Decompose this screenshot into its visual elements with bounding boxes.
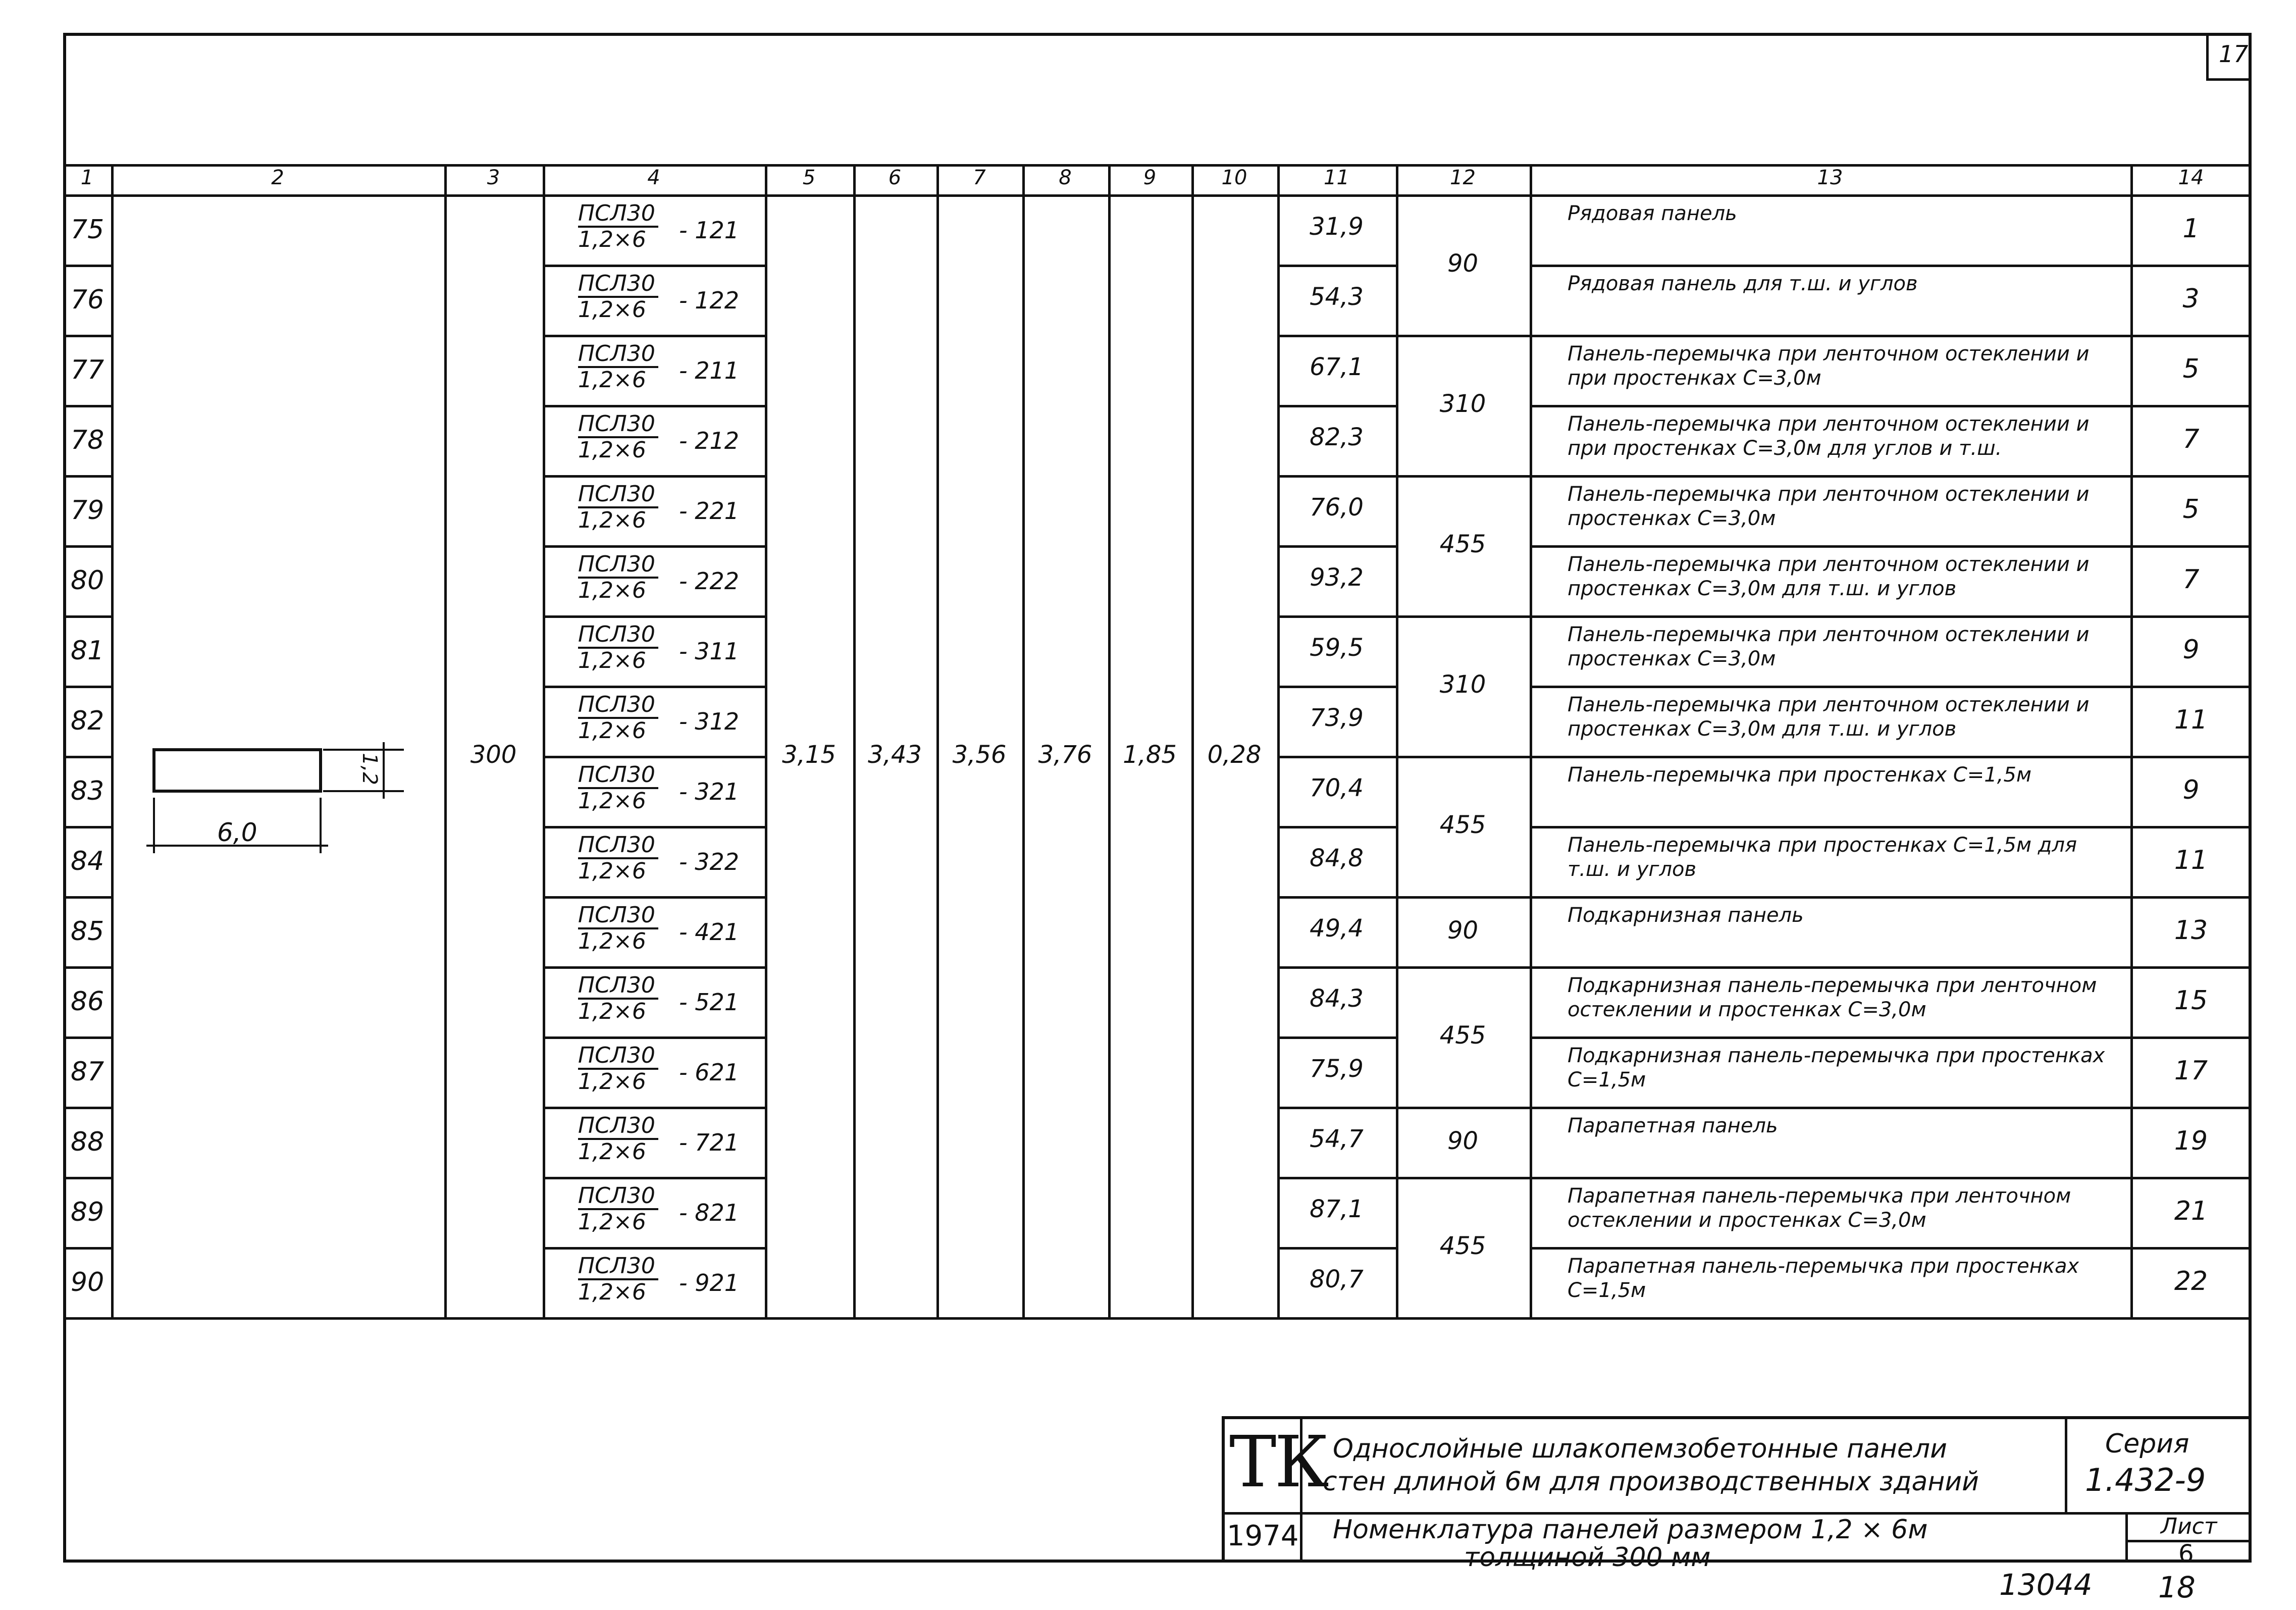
title-line-2: стен длиной 6м для производственных зданий — [1323, 1467, 1979, 1497]
panel-mass: 54,7 — [1310, 1125, 1364, 1153]
panel-mark — [578, 201, 658, 252]
row-divider — [1530, 896, 2252, 899]
column-header: 9 — [1143, 166, 1157, 189]
row-divider — [63, 1177, 111, 1179]
panel-description: Парапетная панель-перемычка при ленточном остеклении и простенках С=3,0м — [1568, 1184, 2071, 1232]
row-number: 85 — [71, 916, 105, 947]
panel-description: Подкарнизная панель-перемычка при простенках С=1,5м — [1568, 1044, 2105, 1092]
row-divider — [1530, 686, 2252, 688]
corner-sheet-number: 17 — [2219, 40, 2249, 68]
row-divider — [1277, 826, 1396, 828]
row-divider — [1277, 475, 1396, 478]
shared-value-col6: 3,43 — [868, 741, 922, 769]
row-divider — [63, 966, 111, 969]
panel-mark-numerator: ПСЛ30 — [578, 973, 658, 1000]
col12-group-divider — [1396, 896, 1530, 899]
row-number: 79 — [71, 495, 105, 526]
panel-mass: 59,5 — [1310, 634, 1364, 662]
col12-group-value: 310 — [1439, 670, 1486, 699]
panel-mark-suffix: - 222 — [679, 567, 740, 595]
row-divider — [1530, 966, 2252, 969]
panel-mark-numerator: ПСЛ30 — [578, 1254, 658, 1280]
row-divider — [1530, 1177, 2252, 1179]
row-number: 75 — [71, 215, 105, 245]
shared-value-col5: 3,15 — [782, 741, 836, 769]
row-divider — [543, 265, 765, 267]
row-divider — [63, 265, 111, 267]
sheet-reference: 17 — [2174, 1056, 2208, 1086]
row-divider — [543, 1036, 765, 1039]
panel-mark-numerator: ПСЛ30 — [578, 833, 658, 859]
panel-mark — [578, 482, 658, 533]
row-number: 88 — [71, 1127, 105, 1157]
sketch-height-label: 1,2 — [357, 753, 381, 785]
row-divider — [1277, 756, 1396, 758]
col12-group-divider — [1396, 1107, 1530, 1109]
sheet-reference: 11 — [2174, 845, 2208, 875]
panel-mass: 93,2 — [1310, 563, 1364, 592]
panel-mark-suffix: - 221 — [679, 497, 740, 525]
panel-mark-numerator: ПСЛ30 — [578, 342, 658, 368]
panel-mark-suffix: - 122 — [679, 287, 740, 314]
column-header: 2 — [271, 166, 284, 189]
row-divider — [543, 826, 765, 828]
sheet-reference: 5 — [2182, 354, 2200, 384]
panel-mark-suffix: - 322 — [679, 848, 740, 875]
panel-description: Панель-перемычка при ленточном остеклении и простенках С=3,0м — [1568, 623, 2090, 670]
row-divider — [1277, 335, 1396, 337]
panel-description: Панель-перемычка при простенках С=1,5м — [1568, 763, 2032, 787]
row-number: 89 — [71, 1197, 105, 1227]
sheet-reference: 3 — [2182, 284, 2200, 314]
col12-group-divider — [1396, 966, 1530, 969]
panel-mark-numerator: ПСЛ30 — [578, 763, 658, 789]
shared-value-col7: 3,56 — [952, 741, 1007, 769]
row-divider — [543, 335, 765, 337]
row-divider — [63, 826, 111, 828]
panel-mark-suffix: - 311 — [679, 638, 740, 665]
panel-mark — [578, 903, 658, 954]
panel-description: Парапетная панель-перемычка при простенках С=1,5м — [1568, 1255, 2079, 1302]
panel-mark — [578, 1254, 658, 1305]
panel-mark — [578, 622, 658, 673]
panel-mark-suffix: - 121 — [679, 217, 740, 244]
panel-description: Панель-перемычка при ленточном остеклении и простенках С=3,0м для т.ш. и углов — [1568, 553, 2090, 600]
panel-mass: 87,1 — [1310, 1195, 1364, 1223]
row-divider — [63, 1107, 111, 1109]
panel-mark-denominator: 1,2×6 — [578, 1069, 646, 1095]
sheet-reference: 15 — [2174, 985, 2208, 1016]
row-number: 87 — [71, 1057, 105, 1087]
row-number: 78 — [71, 425, 105, 455]
row-divider — [63, 405, 111, 407]
shared-value-col8: 3,76 — [1038, 741, 1092, 769]
row-divider — [63, 1036, 111, 1039]
panel-mark — [578, 1044, 658, 1094]
row-divider — [543, 1177, 765, 1179]
panel-description: Подкарнизная панель — [1568, 904, 1804, 927]
panel-mark-denominator: 1,2×6 — [578, 437, 646, 463]
panel-mark-suffix: - 211 — [679, 357, 740, 384]
panel-mark — [578, 693, 658, 743]
column-header: 11 — [1324, 166, 1349, 189]
panel-mass: 54,3 — [1310, 283, 1364, 311]
panel-mark-numerator: ПСЛ30 — [578, 1184, 658, 1210]
row-divider — [1530, 405, 2252, 407]
row-divider — [63, 756, 111, 758]
row-divider — [1530, 335, 2252, 337]
row-divider — [63, 335, 111, 337]
row-divider — [543, 1107, 765, 1109]
column-header: 14 — [2178, 166, 2204, 189]
sheet-reference: 9 — [2182, 775, 2200, 805]
row-divider — [1277, 966, 1396, 969]
panel-sketch — [141, 727, 424, 868]
row-divider — [1530, 756, 2252, 758]
panel-mass: 82,3 — [1310, 423, 1364, 451]
panel-mass: 75,9 — [1310, 1055, 1364, 1083]
row-divider — [1277, 545, 1396, 548]
panel-mark-denominator: 1,2×6 — [578, 648, 646, 673]
column-header: 10 — [1221, 166, 1247, 189]
row-divider — [1530, 1036, 2252, 1039]
panel-mass: 80,7 — [1310, 1265, 1364, 1293]
row-divider — [1277, 1107, 1396, 1109]
sheet-reference: 9 — [2182, 635, 2200, 665]
sheet-value: 6 — [2178, 1540, 2194, 1568]
column-header: 13 — [1817, 166, 1843, 189]
header-bottom-line — [63, 194, 2252, 197]
table-bottom-line — [63, 1317, 2252, 1320]
panel-description: Панель-перемычка при ленточном остеклении и при простенках С=3,0м для углов и т.ш. — [1568, 412, 2090, 460]
sheet-reference: 7 — [2182, 424, 2200, 454]
row-divider — [1277, 686, 1396, 688]
panel-description: Панель-перемычка при простенках С=1,5м для т.ш. и углов — [1568, 834, 2077, 881]
row-divider — [543, 545, 765, 548]
row-divider — [1530, 826, 2252, 828]
row-divider — [543, 475, 765, 478]
panel-mark-suffix: - 821 — [679, 1199, 740, 1226]
row-divider — [1530, 265, 2252, 267]
row-number: 80 — [71, 565, 105, 596]
panel-mark — [578, 1184, 658, 1234]
panel-mark — [578, 1114, 658, 1164]
col12-group-divider — [1396, 335, 1530, 337]
panel-mark-suffix: - 212 — [679, 427, 740, 454]
row-divider — [1277, 1177, 1396, 1179]
panel-mark-suffix: - 521 — [679, 989, 740, 1016]
col12-group-value: 455 — [1439, 530, 1486, 558]
col12-group-value: 90 — [1447, 916, 1479, 945]
title-block-sheet-divider — [2125, 1512, 2128, 1563]
panel-mass: 49,4 — [1310, 914, 1364, 943]
row-number: 82 — [71, 706, 105, 736]
sheet-reference: 5 — [2182, 494, 2200, 525]
row-divider — [1277, 1247, 1396, 1250]
panel-mark-denominator: 1,2×6 — [578, 928, 646, 954]
column-header: 5 — [802, 166, 816, 189]
sketch-length-label: 6,0 — [217, 818, 257, 847]
panel-mass: 84,3 — [1310, 984, 1364, 1013]
row-divider — [543, 896, 765, 899]
panel-mark-denominator: 1,2×6 — [578, 788, 646, 814]
panel-mark-denominator: 1,2×6 — [578, 858, 646, 884]
shared-value-col3: 300 — [470, 741, 517, 769]
column-header: 12 — [1450, 166, 1476, 189]
panel-mark-suffix: - 312 — [679, 708, 740, 735]
col12-group-value: 90 — [1447, 249, 1479, 278]
column-header: 7 — [973, 166, 986, 189]
shared-value-col10: 0,28 — [1207, 741, 1262, 769]
sheet-reference: 13 — [2174, 915, 2208, 946]
shared-value-col9: 1,85 — [1123, 741, 1177, 769]
row-divider — [63, 1247, 111, 1250]
panel-description: Рядовая панель для т.ш. и углов — [1568, 272, 1918, 295]
col12-group-divider — [1396, 1177, 1530, 1179]
panel-mark-numerator: ПСЛ30 — [578, 1044, 658, 1070]
row-divider — [1277, 1036, 1396, 1039]
col12-group-value: 455 — [1439, 1021, 1486, 1050]
panel-description: Подкарнизная панель-перемычка при ленточном остеклении и простенках С=3,0м — [1568, 974, 2097, 1021]
col12-group-value: 90 — [1447, 1126, 1479, 1155]
column-header: 4 — [647, 166, 660, 189]
panel-mark-suffix: - 321 — [679, 778, 740, 805]
col12-group-value: 455 — [1439, 1232, 1486, 1260]
row-divider — [63, 475, 111, 478]
panel-mark-denominator: 1,2×6 — [578, 578, 646, 603]
row-number: 76 — [71, 285, 105, 315]
panel-mark — [578, 552, 658, 603]
panel-mark-denominator: 1,2×6 — [578, 718, 646, 744]
panel-mark-numerator: ПСЛ30 — [578, 903, 658, 929]
panel-mark-denominator: 1,2×6 — [578, 1209, 646, 1235]
panel-mark-numerator: ПСЛ30 — [578, 412, 658, 438]
sheet-reference: 22 — [2174, 1266, 2208, 1296]
sheet-reference: 11 — [2174, 705, 2208, 735]
panel-mark — [578, 412, 658, 462]
title-block-year: 1974 — [1227, 1520, 1299, 1552]
panel-mark-denominator: 1,2×6 — [578, 367, 646, 393]
row-divider — [1530, 545, 2252, 548]
panel-mark-numerator: ПСЛ30 — [578, 1114, 658, 1140]
row-divider — [543, 405, 765, 407]
panel-mark-denominator: 1,2×6 — [578, 999, 646, 1024]
panel-description: Панель-перемычка при ленточном остеклении и простенках С=3,0м — [1568, 483, 2090, 530]
subtitle-line-1: Номенклатура панелей размером 1,2 × 6м — [1333, 1515, 1928, 1545]
col12-group-divider — [1396, 475, 1530, 478]
series-label: Серия — [2105, 1429, 2189, 1459]
column-header: 6 — [888, 166, 902, 189]
subtitle-line-2: толщиной 300 мм — [1464, 1542, 1711, 1573]
sheet-reference: 21 — [2174, 1196, 2208, 1226]
panel-mark-denominator: 1,2×6 — [578, 227, 646, 252]
column-header: 1 — [80, 166, 94, 189]
panel-mark-suffix: - 621 — [679, 1059, 740, 1086]
title-block-logo: ТК — [1229, 1421, 1327, 1503]
col12-group-value: 310 — [1439, 390, 1486, 418]
panel-mark-numerator: ПСЛ30 — [578, 552, 658, 579]
panel-description: Парапетная панель — [1568, 1114, 1778, 1137]
title-block-series-divider — [2065, 1416, 2067, 1512]
panel-mark-denominator: 1,2×6 — [578, 1279, 646, 1305]
row-divider — [543, 686, 765, 688]
page-number: 18 — [2158, 1570, 2196, 1604]
sheet-label: Лист — [2161, 1514, 2217, 1539]
row-divider — [63, 896, 111, 899]
column-header: 8 — [1059, 166, 1072, 189]
row-divider — [1530, 1107, 2252, 1109]
panel-mass: 31,9 — [1310, 213, 1364, 241]
col12-group-divider — [1396, 615, 1530, 618]
panel-description: Панель-перемычка при ленточном остеклении и при простенках С=3,0м — [1568, 342, 2090, 390]
row-divider — [543, 1247, 765, 1250]
row-divider — [1530, 615, 2252, 618]
panel-mark-suffix: - 721 — [679, 1129, 740, 1156]
panel-mass: 73,9 — [1310, 704, 1364, 732]
title-line-1: Однослойные шлакопемзобетонные панели — [1333, 1434, 1947, 1464]
row-divider — [1277, 896, 1396, 899]
row-divider — [63, 686, 111, 688]
row-divider — [1530, 1247, 2252, 1250]
row-divider — [1277, 615, 1396, 618]
row-divider — [543, 756, 765, 758]
panel-mark-denominator: 1,2×6 — [578, 1139, 646, 1165]
row-divider — [63, 545, 111, 548]
row-divider — [543, 966, 765, 969]
row-divider — [1277, 405, 1396, 407]
panel-mark — [578, 272, 658, 322]
panel-mass: 70,4 — [1310, 774, 1364, 802]
panel-mark-numerator: ПСЛ30 — [578, 622, 658, 649]
panel-mark — [578, 342, 658, 392]
panel-mark — [578, 973, 658, 1024]
panel-description: Панель-перемычка при ленточном остеклении и простенках С=3,0м для т.ш. и углов — [1568, 693, 2090, 741]
column-divider — [111, 164, 114, 1317]
row-number: 77 — [71, 355, 105, 385]
panel-mark-numerator: ПСЛ30 — [578, 272, 658, 298]
sheet-reference: 1 — [2182, 214, 2200, 244]
panel-mass: 76,0 — [1310, 493, 1364, 522]
panel-mark — [578, 763, 658, 813]
panel-mark — [578, 833, 658, 884]
panel-mass: 67,1 — [1310, 353, 1364, 381]
col12-group-value: 455 — [1439, 811, 1486, 839]
column-header: 3 — [487, 166, 500, 189]
row-divider — [543, 615, 765, 618]
panel-mark-numerator: ПСЛ30 — [578, 482, 658, 508]
sheet-reference: 7 — [2182, 564, 2200, 595]
row-number: 86 — [71, 986, 105, 1017]
panel-mark-denominator: 1,2×6 — [578, 507, 646, 533]
panel-mark-numerator: ПСЛ30 — [578, 693, 658, 719]
document-number: 13044 — [1999, 1568, 2093, 1602]
row-divider — [1530, 475, 2252, 478]
row-number: 90 — [71, 1267, 105, 1297]
row-number: 83 — [71, 776, 105, 806]
col12-group-divider — [1396, 756, 1530, 758]
row-divider — [1277, 265, 1396, 267]
panel-mark-suffix: - 421 — [679, 918, 740, 946]
row-divider — [63, 615, 111, 618]
panel-mass: 84,8 — [1310, 844, 1364, 872]
panel-mark-suffix: - 921 — [679, 1269, 740, 1296]
series-value: 1.432-9 — [2085, 1462, 2206, 1498]
row-number: 81 — [71, 636, 105, 666]
panel-mark-numerator: ПСЛ30 — [578, 201, 658, 228]
sheet-reference: 19 — [2174, 1126, 2208, 1156]
panel-mark-denominator: 1,2×6 — [578, 297, 646, 323]
panel-description: Рядовая панель — [1568, 202, 1737, 225]
row-number: 84 — [71, 846, 105, 876]
